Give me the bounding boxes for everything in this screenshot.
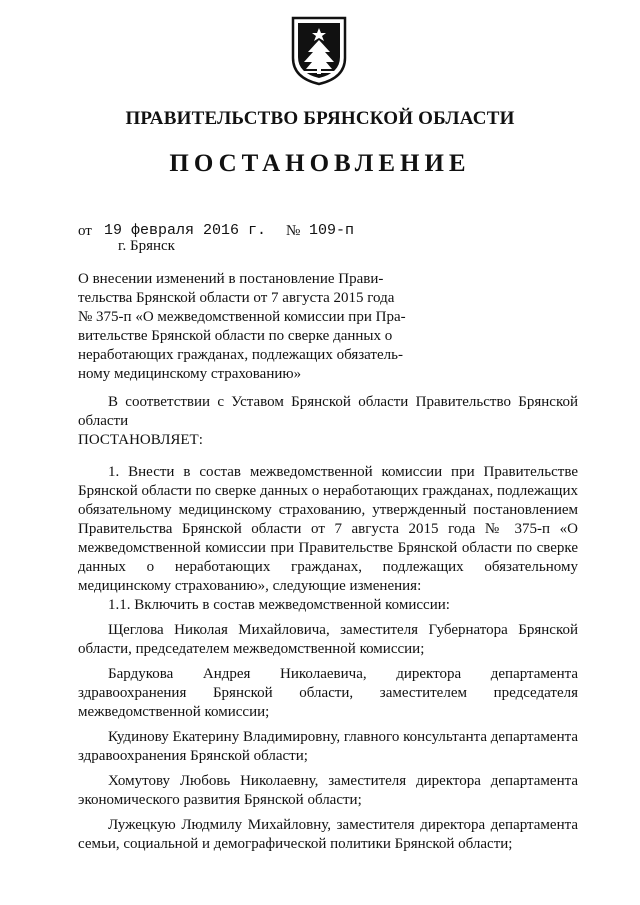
decree-subject [78,270,418,384]
member-entry: Хомутову Любовь Николаевну, заместителя директора департамента экономического развития Брянской области; [78,773,578,808]
preamble-text: В соответствии с Уставом Брянской области Правительство Брянской области [78,394,578,429]
government-title: ПРАВИТЕЛЬСТВО БРЯНСКОЙ ОБЛАСТИ [125,108,515,129]
subject-line: ному медицинскому страхованию» [78,366,302,382]
decree-keyword: ПОСТАНОВЛЯЕТ: [78,432,203,448]
date-prefix: от [78,223,92,239]
subject-line: вительстве Брянской области по сверке данных о [78,328,393,344]
document-type: ПОСТАНОВЛЕНИЕ [169,150,471,177]
subject-line: О внесении изменений в постановление Прави- [78,271,384,287]
decree-body [78,463,578,854]
decree-date: 19 февраля 2016 г. [104,222,267,239]
subject-line: неработающих гражданах, подлежащих обязатель- [78,347,403,363]
preamble [78,393,578,450]
subject-line: № 375-п «О межведомственной комиссии при Пра- [78,309,406,325]
member-entry: Бардукова Андрея Николаевича, директора департамента здравоохранения Брянской области, заместителем председателя межведомственной комиссии; [78,666,578,720]
subject-line: тельства Брянской области от 7 августа 2015 года [78,290,395,306]
number-prefix: № [286,223,301,239]
member-entry: Кудинову Екатерину Владимировну, главного консультанта департамента здравоохранения Брянской области; [78,729,578,764]
decree-number: 109-п [309,222,355,239]
coat-of-arms-icon [290,16,348,86]
paragraph-1: 1. Внести в состав межведомственной комиссии при Правительстве Брянской области по сверке данных о неработающих гражданах, подлежащих обязательному медицинскому страхованию, утвержденный постановлением Правительства Брянской области от 7 августа 2015 года № 375-п «О межведомственной комиссии при Правительстве Брянской области по сверке данных о неработающих гражданах, подлежащих обязательному медицинскому страхованию», следующие изменения: [78,464,578,594]
city: г. Брянск [118,238,175,254]
paragraph-1-1: 1.1. Включить в состав межведомственной комиссии: [108,597,450,613]
member-entry: Лужецкую Людмилу Михайловну, заместителя директора департамента семьи, социальной и демографической политики Брянской области; [78,817,578,852]
member-entry: Щеглова Николая Михайловича, заместителя Губернатора Брянской области, председателем межведомственной комиссии; [78,622,578,657]
